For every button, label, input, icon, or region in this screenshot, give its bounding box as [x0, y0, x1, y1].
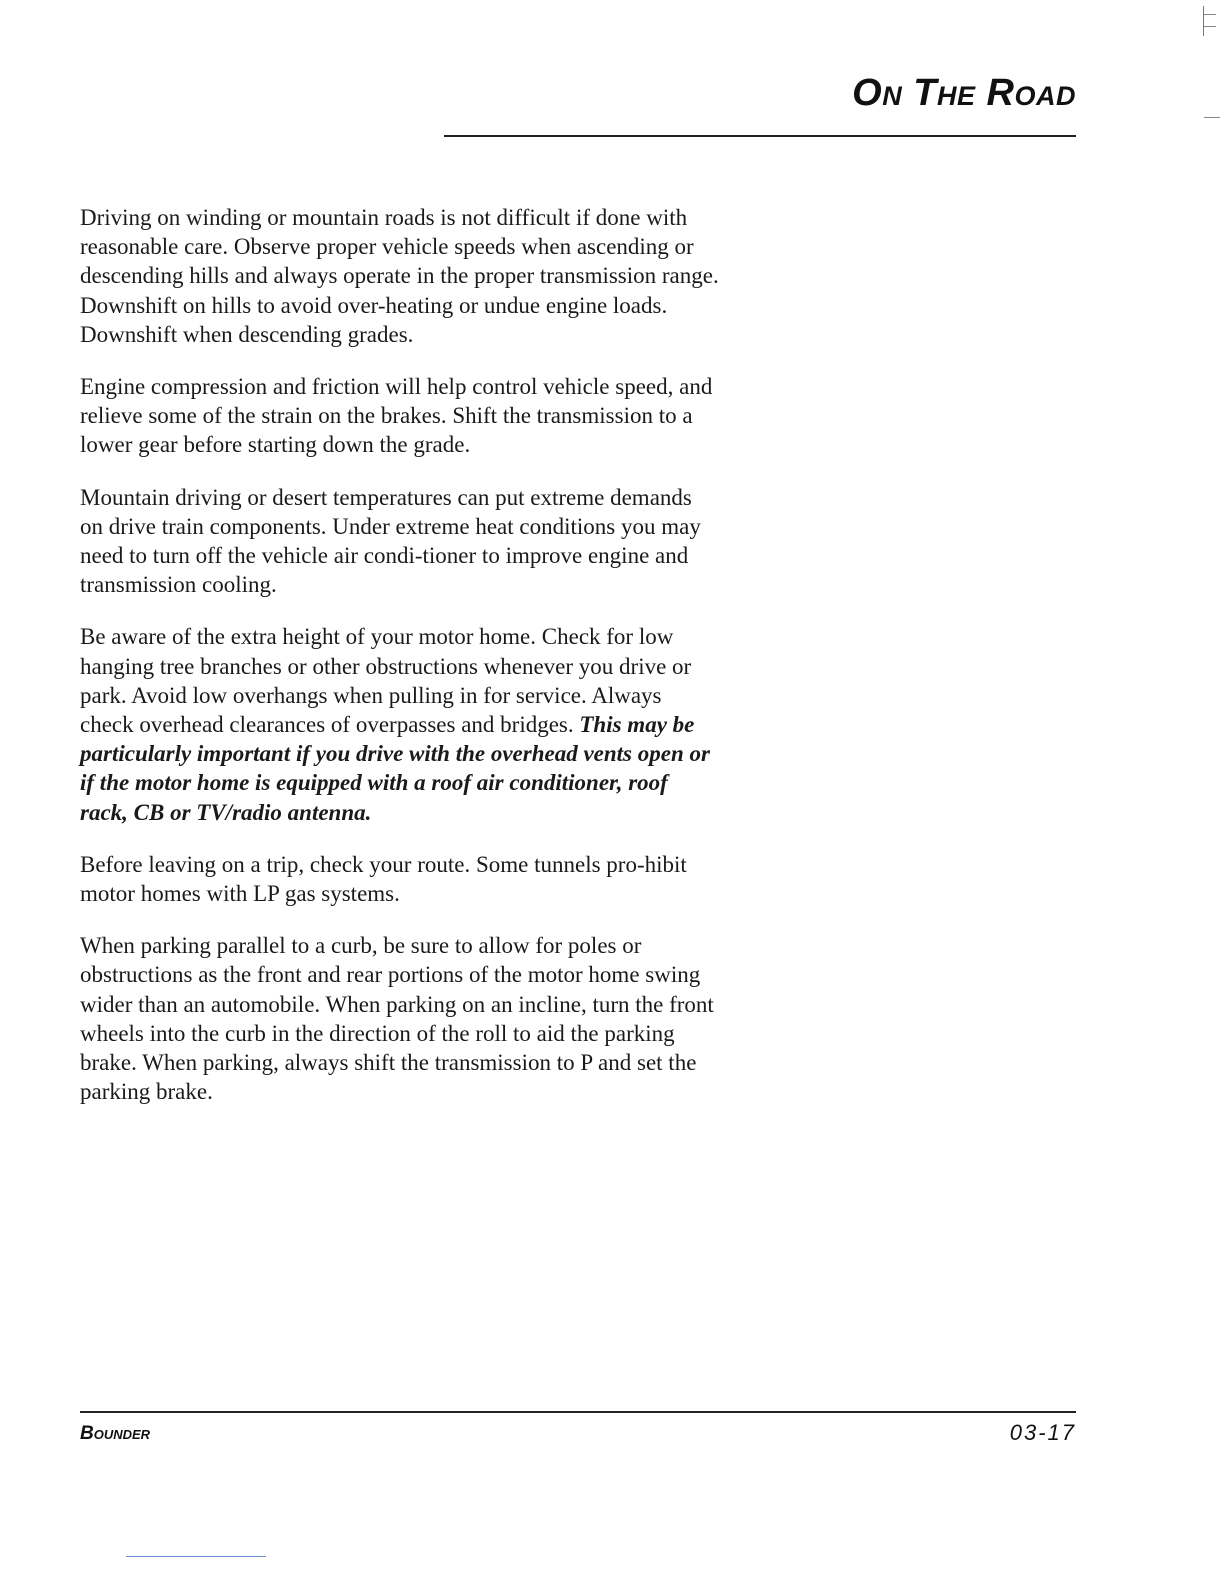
page-title: On The Road: [852, 72, 1076, 114]
scan-edge-mark: [1203, 6, 1220, 36]
page-number: 03-17: [1009, 1420, 1076, 1445]
body-text: [80, 203, 720, 1129]
footer-brand: Bounder: [80, 1423, 151, 1444]
paragraph-check-route: Before leaving on a trip, check your route. Some tunnels pro-hibit motor homes with LP gas systems.: [80, 851, 687, 907]
paragraph-parking: When parking parallel to a curb, be sure to allow for poles or obstructions as the front and rear portions of the motor home swing wider than an automobile. When parking on an incline, turn the front wheels into the curb in the direction of the roll to aid the parking brake. When parking, always shift the transmission to P and set the parking brake.: [80, 933, 714, 1105]
paragraph-winding-roads: Driving on winding or mountain roads is not difficult if done with reasonable care. Observe proper vehicle speeds when ascending or descending hills and always operate in the proper transmission range. Downshift on hills to avoid over-heating or undue engine loads. Downshift when descending grades.: [80, 205, 719, 347]
scan-edge-dash: [1204, 117, 1220, 118]
paragraph-extra-height: [80, 622, 720, 826]
paragraph-extra-height-text: Be aware of the extra height of your motor home. Check for low hanging tree branches or other obstructions whenever you drive or park. Avoid low overhangs when pulling in for service. Always check overhead clearances of overpasses and bridges.: [80, 624, 692, 738]
header-rule: [444, 135, 1076, 137]
paragraph-engine-compression: Engine compression and friction will help control vehicle speed, and relieve some of the strain on the brakes. Shift the transmission to a lower gear before starting down the grade.: [80, 374, 713, 458]
footer-rule: [80, 1411, 1076, 1413]
height-warning-emphasis: This may be particularly important if you drive with the overhead vents open or if the motor home is equipped with a roof air conditioner, roof rack, CB or TV/radio antenna.: [80, 712, 710, 825]
scan-bottom-mark: [126, 1556, 266, 1557]
paragraph-mountain-desert: Mountain driving or desert temperatures can put extreme demands on drive train components. Under extreme heat conditions you may need to turn off the vehicle air condi-tioner to improve engine and transmission cooling.: [80, 484, 701, 598]
